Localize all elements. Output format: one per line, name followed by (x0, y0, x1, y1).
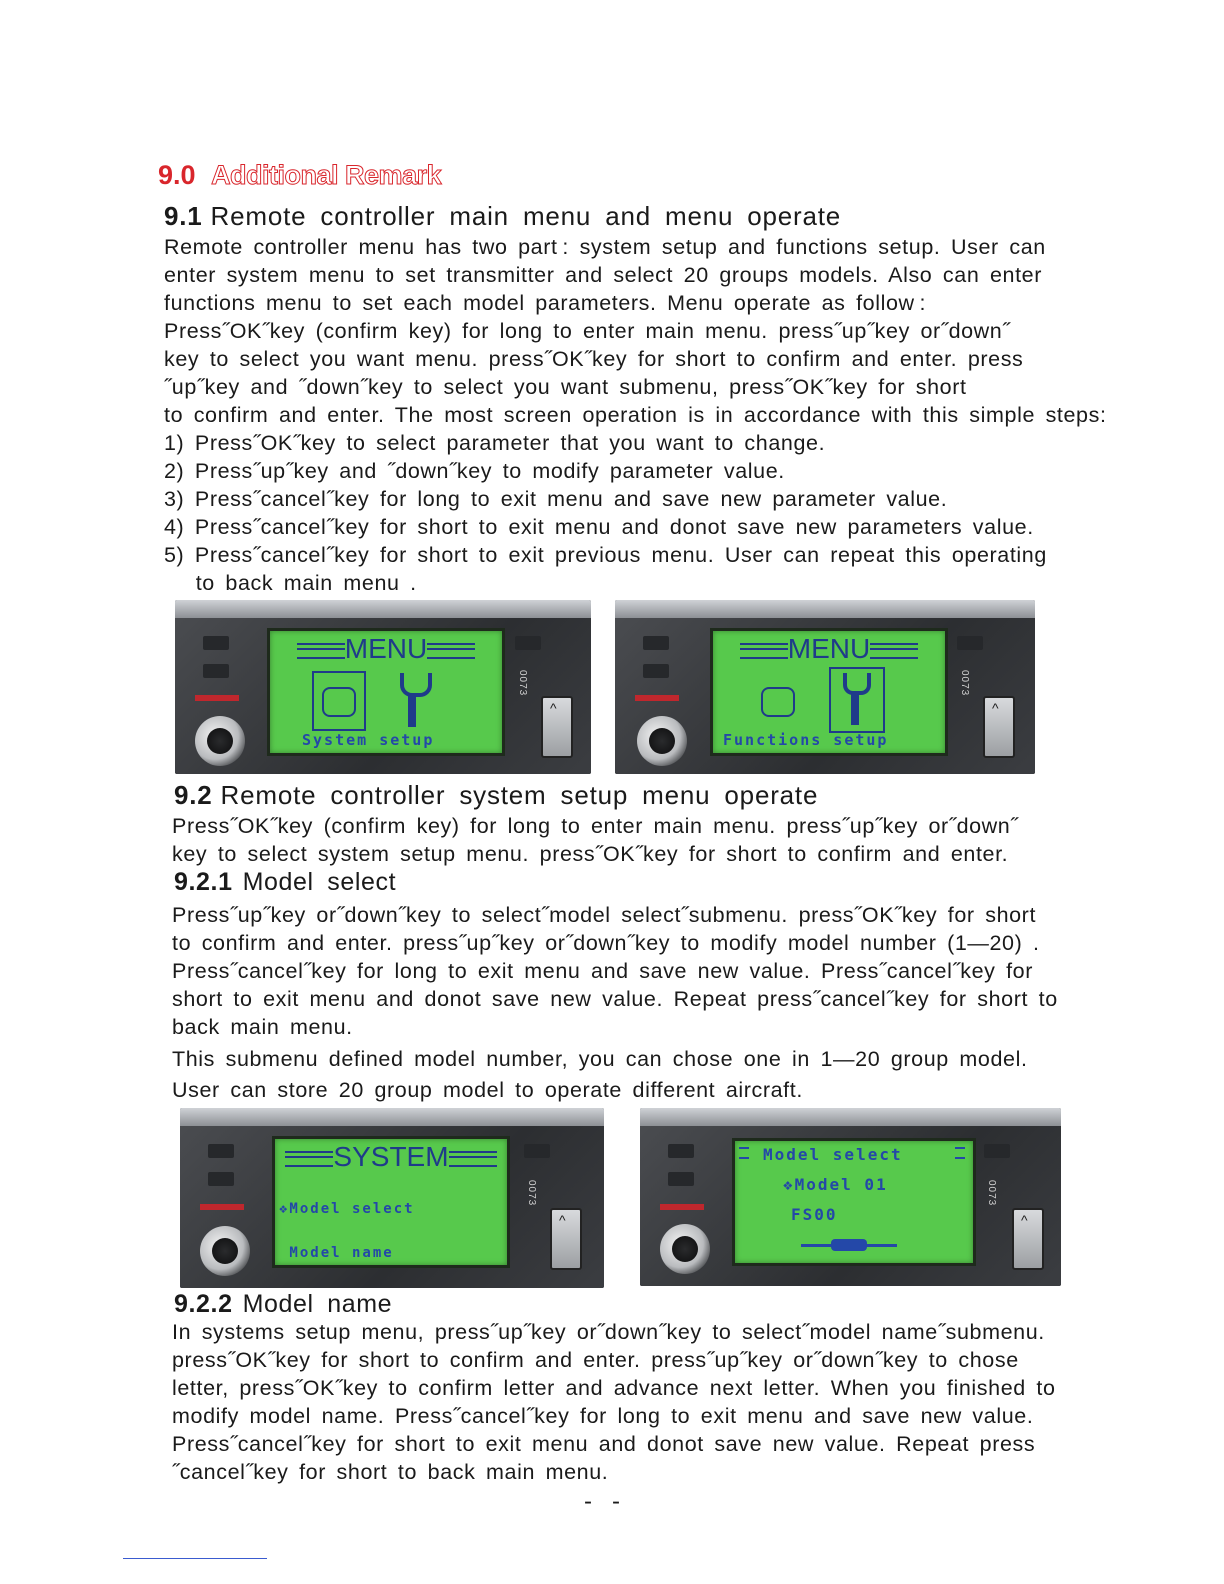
heading-9-2-2-number: 9.2.2 (174, 1290, 233, 1318)
dial-knob (200, 1226, 250, 1276)
text-line: press˝OK˝key for short to confirm and enter. press˝up˝key or˝down˝key to chose (172, 1348, 1019, 1372)
text-line: ˝cancel˝key for short to back main menu. (172, 1460, 609, 1484)
model-name: FS00 (791, 1205, 838, 1224)
lcd-title: MENU (344, 633, 428, 664)
lcd-title: SYSTEM (333, 1141, 449, 1172)
heading-9-2 (174, 780, 818, 811)
section-title: Additional Remark (211, 160, 442, 190)
text-line: Press˝cancel˝key for long to exit menu and save new value. Press˝cancel˝key for (172, 959, 1033, 983)
up-button-icon (1012, 1208, 1044, 1270)
text-line: to confirm and enter. press˝up˝key or˝down˝key to modify model number (1—20) . (172, 931, 1040, 955)
text-line: 3) Press˝cancel˝key for long to exit menu and save new parameter value. (164, 487, 948, 511)
dial-knob (195, 716, 245, 766)
text-line: key to select you want menu. press˝OK˝key for short to confirm and enter. press (164, 347, 1024, 371)
footnote-divider (123, 1558, 267, 1559)
up-button-icon (541, 696, 573, 758)
heading-9-2-title: Remote controller system setup menu operate (220, 780, 819, 810)
up-button-icon (550, 1208, 582, 1270)
text-line: 4) Press˝cancel˝key for short to exit menu and donot save new parameters value. (164, 515, 1034, 539)
device-photo-system-menu: SYSTEM ❖Model select Model name 0073 ^ (180, 1108, 604, 1288)
text-line: User can store 20 group model to operate different aircraft. (172, 1078, 803, 1102)
text-line: Press˝cancel˝key for short to exit menu and donot save new value. Repeat press (172, 1432, 1036, 1456)
text-line: Press˝up˝key or˝down˝key to select˝model select˝submenu. press˝OK˝key for short (172, 903, 1037, 927)
text-line: Press˝OK˝key (confirm key) for long to enter main menu. press˝up˝key or˝down˝ (164, 319, 1011, 343)
text-line: 2) Press˝up˝key and ˝down˝key to modify parameter value. (164, 459, 785, 483)
lcd-title: Model select (763, 1145, 903, 1164)
device-photo-model-select: Model select ❖Model 01 FS00 0073 ^ (640, 1108, 1061, 1286)
text-line: 1) Press˝OK˝key to select parameter that you want to change. (164, 431, 826, 455)
text-line: to back main menu . (164, 571, 417, 595)
text-line: 5) Press˝cancel˝key for short to exit previous menu. User can repeat this operating (164, 543, 1047, 567)
dial-knob (637, 716, 687, 766)
heading-9-2-2 (174, 1290, 392, 1319)
heading-9-2-2-title: Model name (242, 1290, 393, 1318)
text-line: functions menu to set each model parameters. Menu operate as follow : (164, 291, 927, 315)
lcd-title: MENU (787, 633, 871, 664)
wrench-icon (829, 667, 885, 733)
dial-knob (660, 1224, 710, 1274)
selected-model: ❖Model 01 (783, 1175, 888, 1194)
section-heading (158, 160, 441, 191)
aircraft-icon (801, 1239, 897, 1251)
wrench-icon (396, 673, 430, 729)
heading-9-2-1-title: Model select (242, 868, 397, 896)
text-line: to confirm and enter. The most screen operation is in accordance with this simple steps: (164, 403, 1107, 427)
heading-9-2-1 (174, 868, 396, 897)
text-line: ˝up˝key and ˝down˝key to select you want submenu, press˝OK˝key for short (164, 375, 967, 399)
paragraph-9-2 (172, 812, 1018, 868)
text-line: Remote controller menu has two part : system setup and functions setup. User can (164, 235, 1046, 259)
paragraph-9-2-2 (172, 1318, 1056, 1486)
lcd-screen (272, 1136, 510, 1268)
menu-item-model-select: ❖Model select (279, 1201, 415, 1217)
section-number: 9.0 (158, 160, 196, 190)
paragraph-9-1 (164, 233, 1107, 597)
up-button-icon (983, 696, 1015, 758)
text-line: key to select system setup menu. press˝OK˝key for short to confirm and enter. (172, 842, 1009, 866)
text-line: short to exit menu and donot save new value. Repeat press˝cancel˝key for short to (172, 987, 1058, 1011)
heading-9-1-title: Remote controller main menu and menu operate (210, 201, 842, 231)
system-menu-list (279, 1173, 415, 1268)
lcd-caption: Functions setup (723, 731, 889, 749)
text-line: This submenu defined model number, you can chose one in 1—20 group model. (172, 1047, 1028, 1071)
device-photo-system-setup: MENU System setup 0073 ^ (175, 600, 591, 774)
device-photo-functions-setup: MENU Functions setup 0073 ^ (615, 600, 1035, 774)
text-line: letter, press˝OK˝key to confirm letter and advance next letter. When you finished to (172, 1376, 1056, 1400)
text-line: enter system menu to set transmitter and select 20 groups models. Also can enter (164, 263, 1042, 287)
transmitter-icon (312, 671, 366, 731)
text-line: modify model name. Press˝cancel˝key for long to exit menu and save new value. (172, 1404, 1034, 1428)
text-line: back main menu. (172, 1015, 353, 1039)
lcd-screen (710, 628, 948, 756)
lcd-screen (267, 628, 505, 756)
transmitter-icon (757, 677, 799, 723)
heading-9-1-number: 9.1 (164, 201, 203, 231)
menu-item-model-name: Model name (279, 1244, 394, 1261)
heading-9-2-1-number: 9.2.1 (174, 868, 233, 896)
heading-9-1 (164, 201, 841, 232)
page-number: - - (584, 1488, 620, 1515)
lcd-screen (732, 1138, 976, 1266)
heading-9-2-number: 9.2 (174, 780, 213, 810)
text-line: Press˝OK˝key (confirm key) for long to enter main menu. press˝up˝key or˝down˝ (172, 814, 1019, 838)
lcd-caption: System setup (302, 731, 435, 749)
paragraph-9-2-1 (172, 901, 1058, 1104)
text-line: In systems setup menu, press˝up˝key or˝down˝key to select˝model name˝submenu. (172, 1320, 1045, 1344)
